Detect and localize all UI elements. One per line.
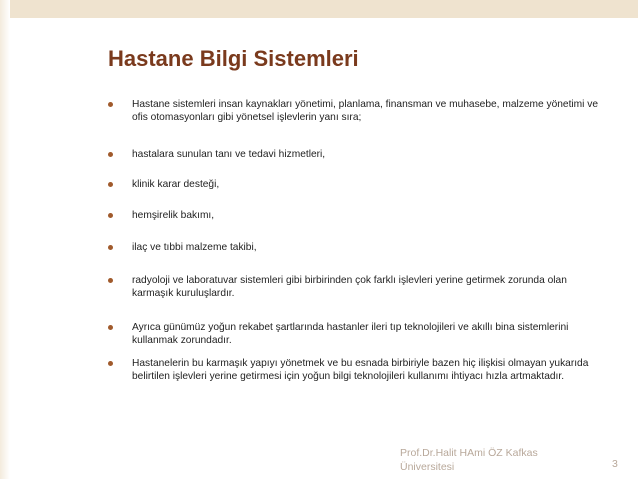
bullet-dot-icon bbox=[108, 361, 113, 366]
bullet-dot-icon bbox=[108, 213, 113, 218]
bullet-text: radyoloji ve laboratuvar sistemleri gibi birbirinden çok farklı işlevleri yerine getirmek zorunda olan karmaşık kuruluşlardır. bbox=[132, 275, 567, 299]
bullet-dot-icon bbox=[108, 102, 113, 107]
left-decorative-edge bbox=[0, 0, 10, 479]
bullet-text: Hastanelerin bu karmaşık yapıyı yönetmek ve bu esnada birbiriyle bazen hiç ilişkisi olmayan yukarıda belirtilen işlevleri yerine getirmesi için yoğun bilgi teknolojileri kullanımı ihtiyacı hızla artmaktadır. bbox=[132, 358, 589, 382]
bullet-text: Ayrıca günümüz yoğun rekabet şartlarında hastanler ileri tıp teknolojileri ve akıllı bina sistemlerini kullanmak zorundadır. bbox=[132, 322, 569, 346]
bullet-text: Hastane sistemleri insan kaynakları yönetimi, planlama, finansman ve muhasebe, malzeme yönetimi ve ofis otomasyonları gibi yönetsel işlevlerin yanı sıra; bbox=[132, 99, 599, 123]
footer-author: Prof.Dr.Halit HAmi ÖZ Kafkas Üniversitesi bbox=[400, 447, 538, 473]
bullet-dot-icon bbox=[108, 245, 113, 250]
slide-title: Hastane Bilgi Sistemleri bbox=[108, 46, 359, 71]
page-number: 3 bbox=[612, 458, 618, 470]
top-decorative-band bbox=[0, 0, 638, 18]
bullet-dot-icon bbox=[108, 325, 113, 330]
bullet-dot-icon bbox=[108, 182, 113, 187]
bullet-dot-icon bbox=[108, 278, 113, 283]
bullet-text: hastalara sunulan tanı ve tedavi hizmetleri, bbox=[132, 149, 326, 160]
bullet-text: klinik karar desteği, bbox=[132, 179, 220, 190]
bullet-text: ilaç ve tıbbi malzeme takibi, bbox=[132, 242, 257, 253]
bullet-text: hemşirelik bakımı, bbox=[132, 210, 215, 221]
bullet-dot-icon bbox=[108, 152, 113, 157]
